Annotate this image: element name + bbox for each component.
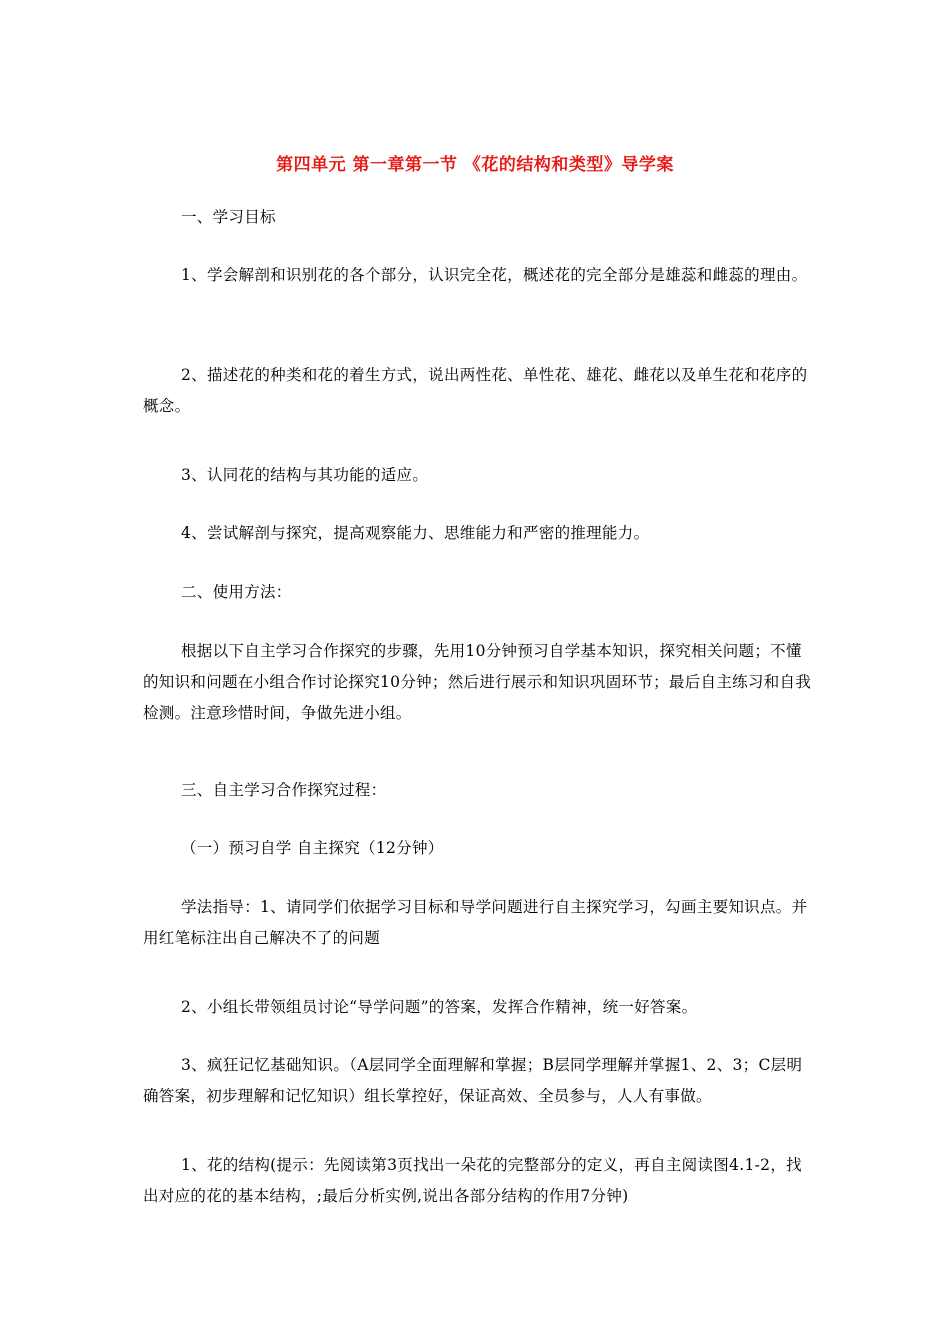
- paragraph-study-guide: 学法指导：1、请同学们依据学习目标和导学问题进行自主探究学习，勾画主要知识点。并用红笔标注出自己解决不了的问题: [143, 898, 808, 947]
- paragraph-goal-4: 4、尝试解剖与探究，提高观察能力、思维能力和严密的推理能力。: [181, 524, 650, 542]
- paragraph-guide-2: 2、小组长带领组员讨论“导学问题”的答案，发挥合作精神，统一好答案。: [181, 998, 698, 1016]
- paragraph-usage-method: 根据以下自主学习合作探究的步骤，先用10分钟预习自学基本知识，探究相关问题；不懂的知识和问题在小组合作讨论探究10分钟；然后进行展示和知识巩固环节；最后自主练习和自我检测。注意珍惜时间，争做先进小组。: [143, 642, 812, 722]
- paragraph-goal-3: 3、认同花的结构与其功能的适应。: [181, 466, 429, 484]
- paragraph-flower-structure: 1、花的结构(提示：先阅读第3页找出一朵花的完整部分的定义，再自主阅读图4.1-2，找出对应的花的基本结构，;最后分析实例,说出各部分结构的作用7分钟): [143, 1156, 802, 1205]
- document-title: 第四单元 第一章第一节 《花的结构和类型》导学案: [276, 155, 674, 175]
- paragraph-subsection-1-heading: （一）预习自学 自主探究（12分钟）: [181, 839, 444, 857]
- paragraph-goal-2: 2、描述花的种类和花的着生方式，说出两性花、单性花、雄花、雌花以及单生花和花序的概念。: [143, 366, 808, 415]
- paragraph-section-1-heading: 一、学习目标: [181, 208, 276, 226]
- paragraph-section-3-heading: 三、自主学习合作探究过程：: [181, 781, 387, 799]
- paragraph-goal-1: 1、学会解剖和识别花的各个部分，认识完全花，概述花的完全部分是雄蕊和雌蕊的理由。: [181, 266, 808, 284]
- paragraph-guide-3: 3、疯狂记忆基础知识。（A层同学全面理解和掌握；B层同学理解并掌握1、2、3；C层明确答案，初步理解和记忆知识）组长掌控好，保证高效、全员参与，人人有事做。: [143, 1056, 803, 1105]
- paragraph-section-2-heading: 二、使用方法：: [181, 583, 292, 601]
